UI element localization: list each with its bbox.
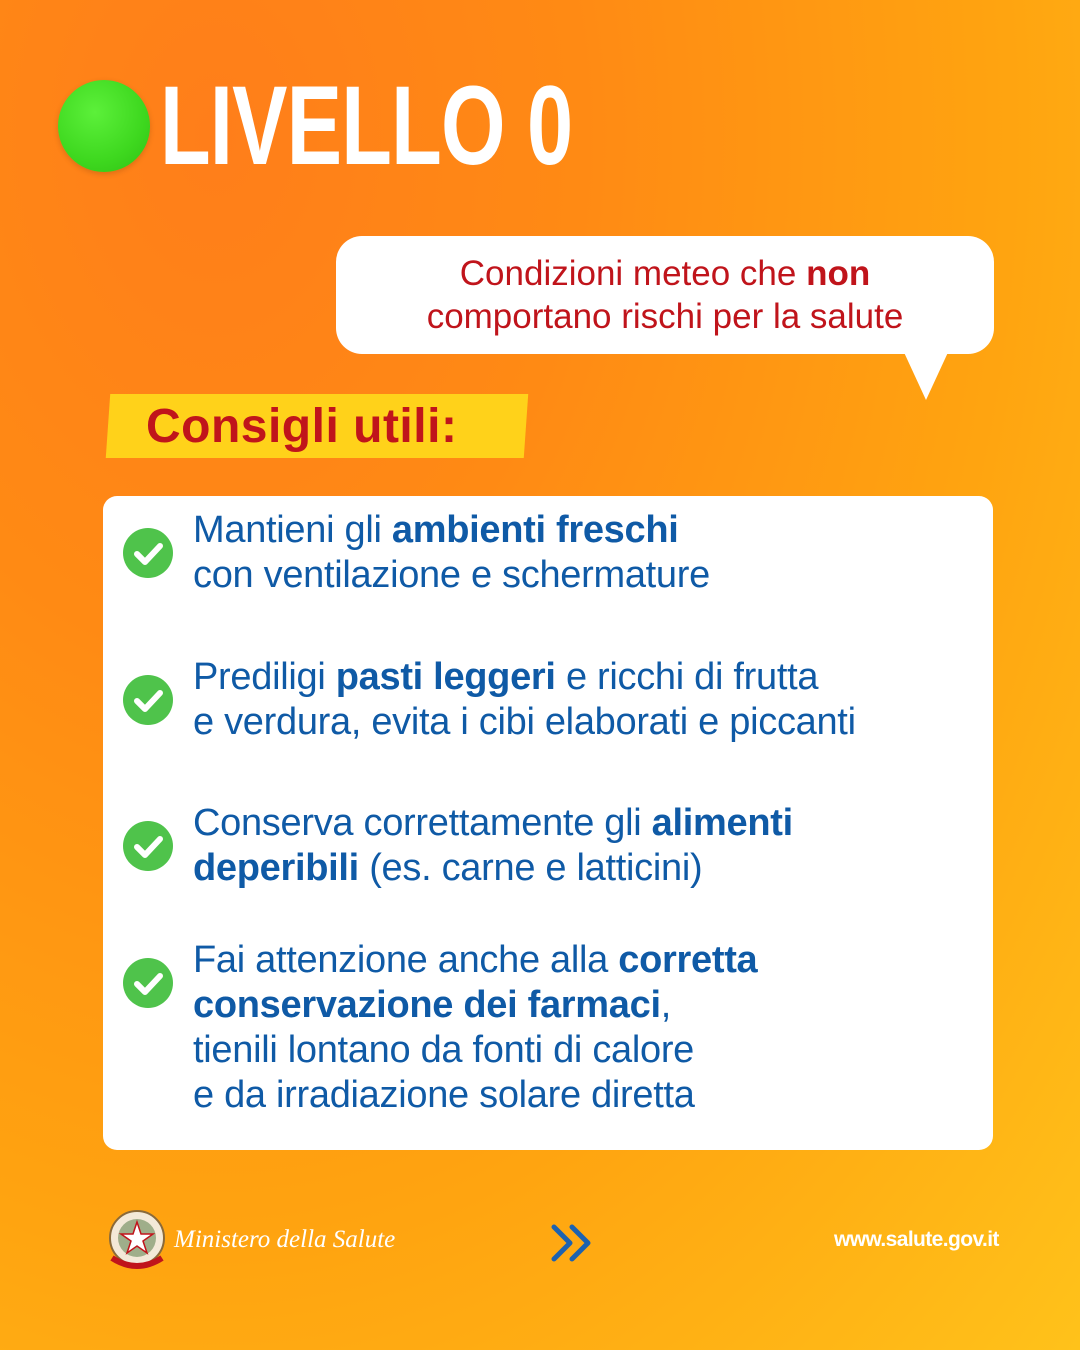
check-circle-icon xyxy=(123,821,173,871)
tip-item-2 xyxy=(123,655,856,745)
level-header xyxy=(58,63,717,188)
bubble-emphasis: non xyxy=(806,254,871,293)
tip-text-1: Mantieni gli ambienti freschi con ventilazione e schermature xyxy=(193,509,710,596)
level-title: LIVELLO 0 xyxy=(160,63,573,188)
ministry-name: Ministero della Salute xyxy=(174,1226,396,1253)
tip-text-3: Conserva correttamente gli alimenti deperibili (es. carne e latticini) xyxy=(193,802,793,889)
republic-emblem-icon xyxy=(106,1208,168,1274)
website-url[interactable]: www.salute.gov.it xyxy=(834,1228,999,1251)
tip-item-4 xyxy=(123,938,757,1118)
double-chevron-right-icon[interactable] xyxy=(548,1222,598,1264)
tip-item-3 xyxy=(123,801,793,891)
bubble-line-2: comportano rischi per la salute xyxy=(426,297,904,336)
footer xyxy=(0,1200,1080,1290)
green-circle-icon xyxy=(58,80,150,172)
speech-bubble xyxy=(336,236,994,354)
check-circle-icon xyxy=(123,528,173,578)
speech-bubble-tail xyxy=(902,348,950,400)
tips-card xyxy=(103,496,993,1150)
bubble-line-1: Condizioni meteo che non xyxy=(459,254,871,293)
check-circle-icon xyxy=(123,958,173,1008)
tip-text-4: Fai attenzione anche alla corretta conservazione dei farmaci, tienili lontano da fonti di calore e da irradiazione solare diretta xyxy=(193,939,758,1116)
tip-text-2: Prediligi pasti leggeri e ricchi di frutta e verdura, evita i cibi elaborati e piccanti xyxy=(193,656,856,743)
check-circle-icon xyxy=(123,675,173,725)
tip-item-1 xyxy=(123,508,710,598)
tips-heading: Consigli utili: xyxy=(106,394,528,458)
